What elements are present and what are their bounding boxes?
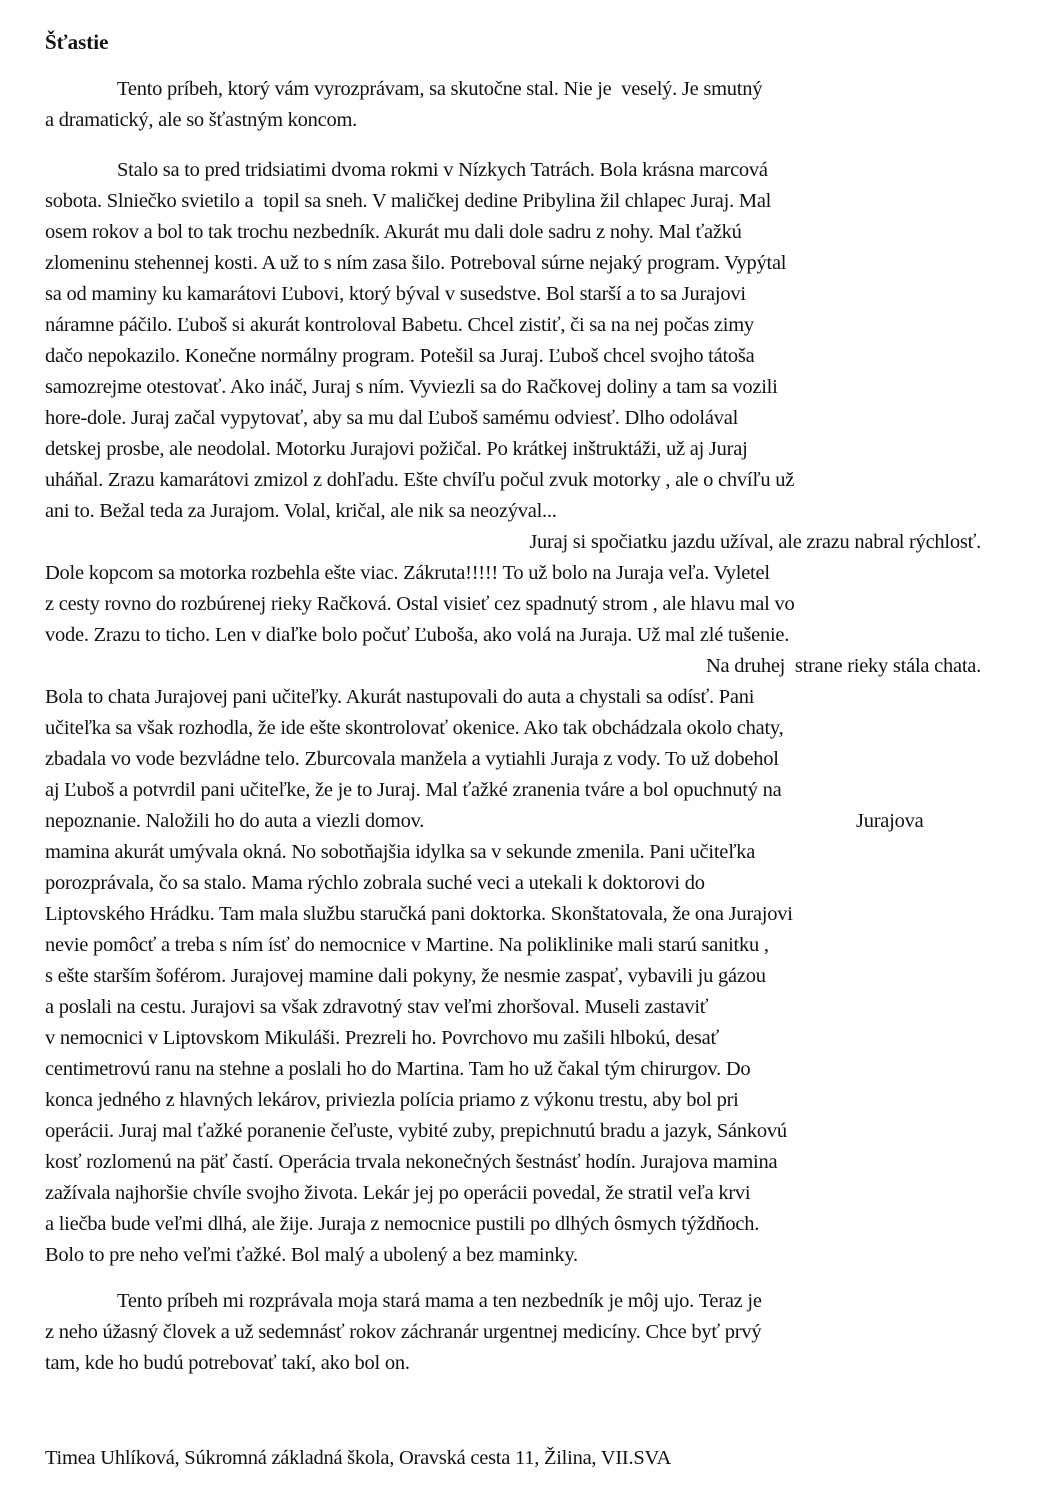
text-line: [45, 1178, 1005, 1209]
line-text: centimetrovú ranu na stehne a poslali ho do Martina. Tam ho už čakal tým chirurgov. Do: [45, 1058, 751, 1080]
line-text: Tento príbeh mi rozprávala moja stará mama a ten nezbedník je môj ujo. Teraz je: [117, 1290, 762, 1312]
document-title: Šťastie: [45, 30, 109, 54]
line-text: dačo nepokazilo. Konečne normálny program. Potešil sa Juraj. Ľuboš chcel svojho tátoša: [45, 345, 755, 367]
line-text: tam, kde ho budú potrebovať takí, ako bol on.: [45, 1352, 410, 1374]
text-line: [45, 558, 1005, 589]
text-line: [45, 651, 981, 682]
line-text: z cesty rovno do rozbúrenej rieky Račková. Ostal visieť cez spadnutý strom , ale hlavu mal vo: [45, 593, 795, 615]
paragraph-intro: [45, 74, 1005, 136]
text-line: [45, 1054, 1005, 1085]
line-text: Na druhej strane rieky stála chata.: [705, 655, 981, 677]
line-text: porozprávala, čo sa stalo. Mama rýchlo zobrala suché veci a utekali k doktorovi do: [45, 872, 705, 894]
text-line: [45, 527, 981, 558]
text-line: [45, 1147, 1005, 1178]
text-line: [45, 713, 1005, 744]
text-line: [45, 930, 1005, 961]
line-text: nepoznanie. Naložili ho do auta a viezli domov.: [45, 810, 425, 832]
text-line: [45, 1240, 1005, 1271]
line-text: s ešte starším šoférom. Jurajovej mamine dali pokyny, že nesmie zaspať, vybavili ju gázou: [45, 965, 766, 987]
line-tail-text: Jurajova: [856, 810, 924, 832]
text-line: [45, 589, 1005, 620]
text-line: [45, 248, 1005, 279]
line-text: ani to. Bežal teda za Jurajom. Volal, kričal, ale nik sa neozýval...: [45, 500, 557, 522]
text-line: [45, 1085, 1005, 1116]
text-line: [45, 403, 1005, 434]
text-line: [45, 105, 1005, 136]
text-line: [45, 1348, 1005, 1379]
line-text: Juraj si spočiatku jazdu užíval, ale zrazu nabral rýchlosť.: [529, 531, 981, 553]
text-line: [45, 465, 1005, 496]
line-text: operácii. Juraj mal ťažké poranenie čeľuste, vybité zuby, prepichnutú bradu a jazyk, Sánkovú: [45, 1120, 787, 1142]
line-text: uháňal. Zrazu kamarátovi zmizol z dohľadu. Ešte chvíľu počul zvuk motorky , ale o chvíľu už: [45, 469, 795, 491]
text-line: [45, 837, 1005, 868]
text-line: [45, 806, 1005, 837]
paragraph-closing: [45, 1286, 1005, 1379]
text-line: [45, 155, 1005, 186]
line-text: sa od maminy ku kamarátovi Ľubovi, ktorý býval v susedstve. Bol starší a to sa Jurajovi: [45, 283, 746, 305]
line-text: a dramatický, ale so šťastným koncom.: [45, 109, 358, 131]
text-line: [45, 961, 1005, 992]
line-text: aj Ľuboš a potvrdil pani učiteľke, že je to Juraj. Mal ťažké zranenia tváre a bol opuchnutý na: [45, 779, 782, 801]
line-text: osem rokov a bol to tak trochu nezbedník. Akurát mu dali dole sadru z nohy. Mal ťažkú: [45, 221, 742, 243]
paragraph-story: [45, 155, 1005, 1271]
line-text: v nemocnici v Liptovskom Mikuláši. Prezreli ho. Povrchovo mu zašili hlbokú, desať: [45, 1027, 720, 1049]
text-line: [45, 372, 1005, 403]
author-signature: Timea Uhlíková, Súkromná základná škola, Oravská cesta 11, Žilina, VII.SVA: [45, 1447, 671, 1469]
text-line: [45, 1116, 1005, 1147]
text-line: [45, 1023, 1005, 1054]
line-text: a liečba bude veľmi dlhá, ale žije. Juraja z nemocnice pustili po dlhých ôsmych týždňoch.: [45, 1213, 760, 1235]
text-line: [45, 1286, 1005, 1317]
line-text: Dole kopcom sa motorka rozbehla ešte viac. Zákruta!!!!! To už bolo na Juraja veľa. Vyletel: [45, 562, 770, 584]
line-text: Tento príbeh, ktorý vám vyrozprávam, sa skutočne stal. Nie je veselý. Je smutný: [117, 78, 763, 100]
line-text: sobota. Slniečko svietilo a topil sa sneh. V maličkej dedine Pribylina žil chlapec Juraj. Mal: [45, 190, 772, 212]
text-line: [45, 899, 1005, 930]
text-line: [45, 434, 1005, 465]
line-text: kosť rozlomenú na päť častí. Operácia trvala nekonečných šestnásť hodín. Jurajova mamina: [45, 1151, 778, 1173]
line-text: a poslali na cestu. Jurajovi sa však zdravotný stav veľmi zhoršoval. Museli zastaviť: [45, 996, 709, 1018]
text-line: [45, 992, 1005, 1023]
text-line: [45, 775, 1005, 806]
text-line: [45, 1209, 1005, 1240]
text-line: [45, 186, 1005, 217]
text-line: [45, 217, 1005, 248]
line-text: Bola to chata Jurajovej pani učiteľky. Akurát nastupovali do auta a chystali sa odísť. Pani: [45, 686, 755, 708]
line-text: zažívala najhoršie chvíle svojho života. Lekár jej po operácii povedal, že stratil veľa krvi: [45, 1182, 751, 1204]
line-text: mamina akurát umývala okná. No sobotňajšia idylka sa v sekunde zmenila. Pani učiteľka: [45, 841, 756, 863]
line-text: konca jedného z hlavných lekárov, priviezla polícia priamo z výkonu trestu, aby bol pri: [45, 1089, 739, 1111]
line-text: náramne páčilo. Ľuboš si akurát kontroloval Babetu. Chcel zistiť, či sa na nej počas zimy: [45, 314, 754, 336]
line-text: Bolo to pre neho veľmi ťažké. Bol malý a ubolený a bez maminky.: [45, 1244, 578, 1266]
line-text: zbadala vo vode bezvládne telo. Zburcovala manžela a vytiahli Juraja z vody. To už dobehol: [45, 748, 779, 770]
line-text: Liptovského Hrádku. Tam mala službu staručká pani doktorka. Skonštatovala, že ona Jurajovi: [45, 903, 793, 925]
text-line: [45, 682, 1005, 713]
text-line: [45, 74, 1005, 105]
line-text: samozrejme otestovať. Ako ináč, Juraj s ním. Vyviezli sa do Račkovej doliny a tam sa vozili: [45, 376, 778, 398]
text-line: [45, 279, 1005, 310]
text-line: [45, 496, 1005, 527]
line-text: učiteľka sa však rozhodla, že ide ešte skontrolovať okenice. Ako tak obchádzala okolo chaty,: [45, 717, 784, 739]
line-text: vode. Zrazu to ticho. Len v diaľke bolo počuť Ľuboša, ako volá na Juraja. Už mal zlé tušenie.: [45, 624, 790, 646]
line-text: nevie pomôcť a treba s ním ísť do nemocnice v Martine. Na poliklinike mali starú sanitku ,: [45, 934, 769, 956]
line-text: z neho úžasný človek a už sedemnásť rokov záchranár urgentnej medicíny. Chce byť prvý: [45, 1321, 762, 1343]
text-line: [45, 341, 1005, 372]
text-line: [45, 868, 1005, 899]
line-text: detskej prosbe, ale neodolal. Motorku Jurajovi požičal. Po krátkej inštruktáži, už aj Juraj: [45, 438, 748, 460]
line-text: zlomeninu stehennej kosti. A už to s ním zasa šilo. Potreboval súrne nejaký program. Vypýtal: [45, 252, 787, 274]
text-line: [45, 620, 1005, 651]
line-text: hore-dole. Juraj začal vypytovať, aby sa mu dal Ľuboš samému odviesť. Dlho odolával: [45, 407, 739, 429]
line-text: Stalo sa to pred tridsiatimi dvoma rokmi v Nízkych Tatrách. Bola krásna marcová: [117, 159, 768, 181]
text-line: [45, 744, 1005, 775]
text-line: [45, 310, 1005, 341]
text-line: [45, 1317, 1005, 1348]
